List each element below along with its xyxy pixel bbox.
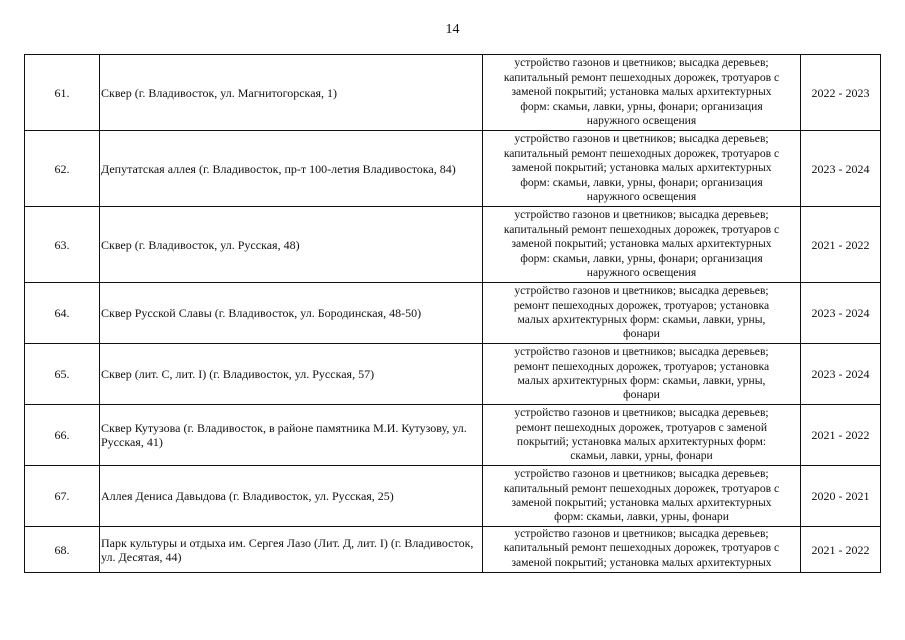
- table-row: [25, 283, 881, 344]
- implementation-period: 2023 - 2024: [801, 131, 881, 207]
- works-line: заменой покрытий; установка малых архитектурных: [511, 237, 772, 251]
- works-line: устройство газонов и цветников; высадка деревьев;: [514, 132, 769, 146]
- page-number: 14: [445, 22, 460, 37]
- works-line: фонари: [623, 388, 660, 402]
- works-list: [483, 207, 801, 283]
- works-line: форм: скамьи, лавки, урны, фонари; организация: [520, 99, 763, 113]
- works-list: [483, 55, 801, 131]
- table-row: [25, 207, 881, 283]
- object-name: Парк культуры и отдыха им. Сергея Лазо (Лит. Д, лит. I) (г. Владивосток, ул. Десятая, 44): [100, 527, 483, 573]
- works-line: капитальный ремонт пешеходных дорожек, тротуаров с: [503, 222, 780, 236]
- works-line: капитальный ремонт пешеходных дорожек, тротуаров с: [503, 541, 780, 555]
- row-number: 66.: [25, 405, 100, 466]
- works-line: фонари: [623, 327, 660, 341]
- works-list: [483, 131, 801, 207]
- table-row: [25, 344, 881, 405]
- works-line: наружного освещения: [586, 266, 697, 280]
- works-line: устройство газонов и цветников; высадка деревьев;: [514, 406, 769, 420]
- table-row: [25, 55, 881, 131]
- row-number: 62.: [25, 131, 100, 207]
- works-line: форм: скамьи, лавки, урны, фонари; организация: [520, 175, 763, 189]
- works-list: [483, 466, 801, 527]
- works-line: устройство газонов и цветников; высадка деревьев;: [514, 467, 769, 481]
- object-name: Сквер (лит. С, лит. I) (г. Владивосток, ул. Русская, 57): [100, 344, 483, 405]
- works-line: форм: скамьи, лавки, урны, фонари; организация: [520, 251, 763, 265]
- row-number: 63.: [25, 207, 100, 283]
- object-name: Сквер Кутузова (г. Владивосток, в районе памятника М.И. Кутузову, ул. Русская, 41): [100, 405, 483, 466]
- works-line: устройство газонов и цветников; высадка деревьев;: [514, 284, 769, 298]
- works-line: капитальный ремонт пешеходных дорожек, тротуаров с: [503, 146, 780, 160]
- works-line: покрытий; установка малых архитектурных форм:: [516, 435, 767, 448]
- works-list: [483, 527, 801, 573]
- implementation-period: 2020 - 2021: [801, 466, 881, 527]
- table-row: [25, 527, 881, 573]
- works-line: малых архитектурных форм: скамьи, лавки, урны,: [517, 313, 766, 326]
- works-line: устройство газонов и цветников; высадка деревьев;: [514, 56, 769, 70]
- works-line: ремонт пешеходных дорожек, тротуаров; установка: [513, 298, 770, 312]
- works-line: заменой покрытий; установка малых архитектурных: [511, 85, 772, 99]
- row-number: 65.: [25, 344, 100, 405]
- row-number: 61.: [25, 55, 100, 131]
- implementation-period: 2021 - 2022: [801, 207, 881, 283]
- object-name: Сквер (г. Владивосток, ул. Магнитогорская, 1): [100, 55, 483, 131]
- works-line: устройство газонов и цветников; высадка деревьев;: [514, 208, 769, 222]
- table-row: [25, 405, 881, 466]
- table-row: [25, 466, 881, 527]
- table-row: [25, 131, 881, 207]
- works-line: малых архитектурных форм: скамьи, лавки, урны,: [517, 374, 766, 387]
- implementation-period: 2021 - 2022: [801, 527, 881, 573]
- works-line: капитальный ремонт пешеходных дорожек, тротуаров с: [503, 70, 780, 84]
- works-line: заменой покрытий; установка малых архитектурных: [511, 496, 772, 509]
- works-line: форм: скамьи, лавки, урны, фонари: [554, 510, 729, 524]
- row-number: 68.: [25, 527, 100, 573]
- implementation-period: 2021 - 2022: [801, 405, 881, 466]
- implementation-period: 2022 - 2023: [801, 55, 881, 131]
- improvement-objects-table: [24, 54, 881, 573]
- works-line: капитальный ремонт пешеходных дорожек, тротуаров с: [503, 481, 780, 495]
- works-line: наружного освещения: [586, 114, 697, 128]
- works-list: [483, 344, 801, 405]
- works-line: наружного освещения: [586, 190, 697, 204]
- object-name: Сквер Русской Славы (г. Владивосток, ул. Бородинская, 48-50): [100, 283, 483, 344]
- works-line: устройство газонов и цветников; высадка деревьев;: [514, 345, 769, 359]
- row-number: 64.: [25, 283, 100, 344]
- object-name: Аллея Дениса Давыдова (г. Владивосток, ул. Русская, 25): [100, 466, 483, 527]
- implementation-period: 2023 - 2024: [801, 283, 881, 344]
- implementation-period: 2023 - 2024: [801, 344, 881, 405]
- works-line: скамьи, лавки, урны, фонари: [570, 449, 713, 463]
- object-name: Депутатская аллея (г. Владивосток, пр-т 100-летия Владивостока, 84): [100, 131, 483, 207]
- works-line: заменой покрытий; установка малых архитектурных: [511, 161, 772, 175]
- works-list: [483, 405, 801, 466]
- works-line: устройство газонов и цветников; высадка деревьев;: [514, 527, 769, 540]
- works-line: заменой покрытий; установка малых архитектурных: [511, 555, 772, 569]
- row-number: 67.: [25, 466, 100, 527]
- object-name: Сквер (г. Владивосток, ул. Русская, 48): [100, 207, 483, 283]
- works-list: [483, 283, 801, 344]
- works-line: ремонт пешеходных дорожек, тротуаров с заменой: [515, 420, 768, 434]
- works-line: ремонт пешеходных дорожек, тротуаров; установка: [513, 359, 770, 373]
